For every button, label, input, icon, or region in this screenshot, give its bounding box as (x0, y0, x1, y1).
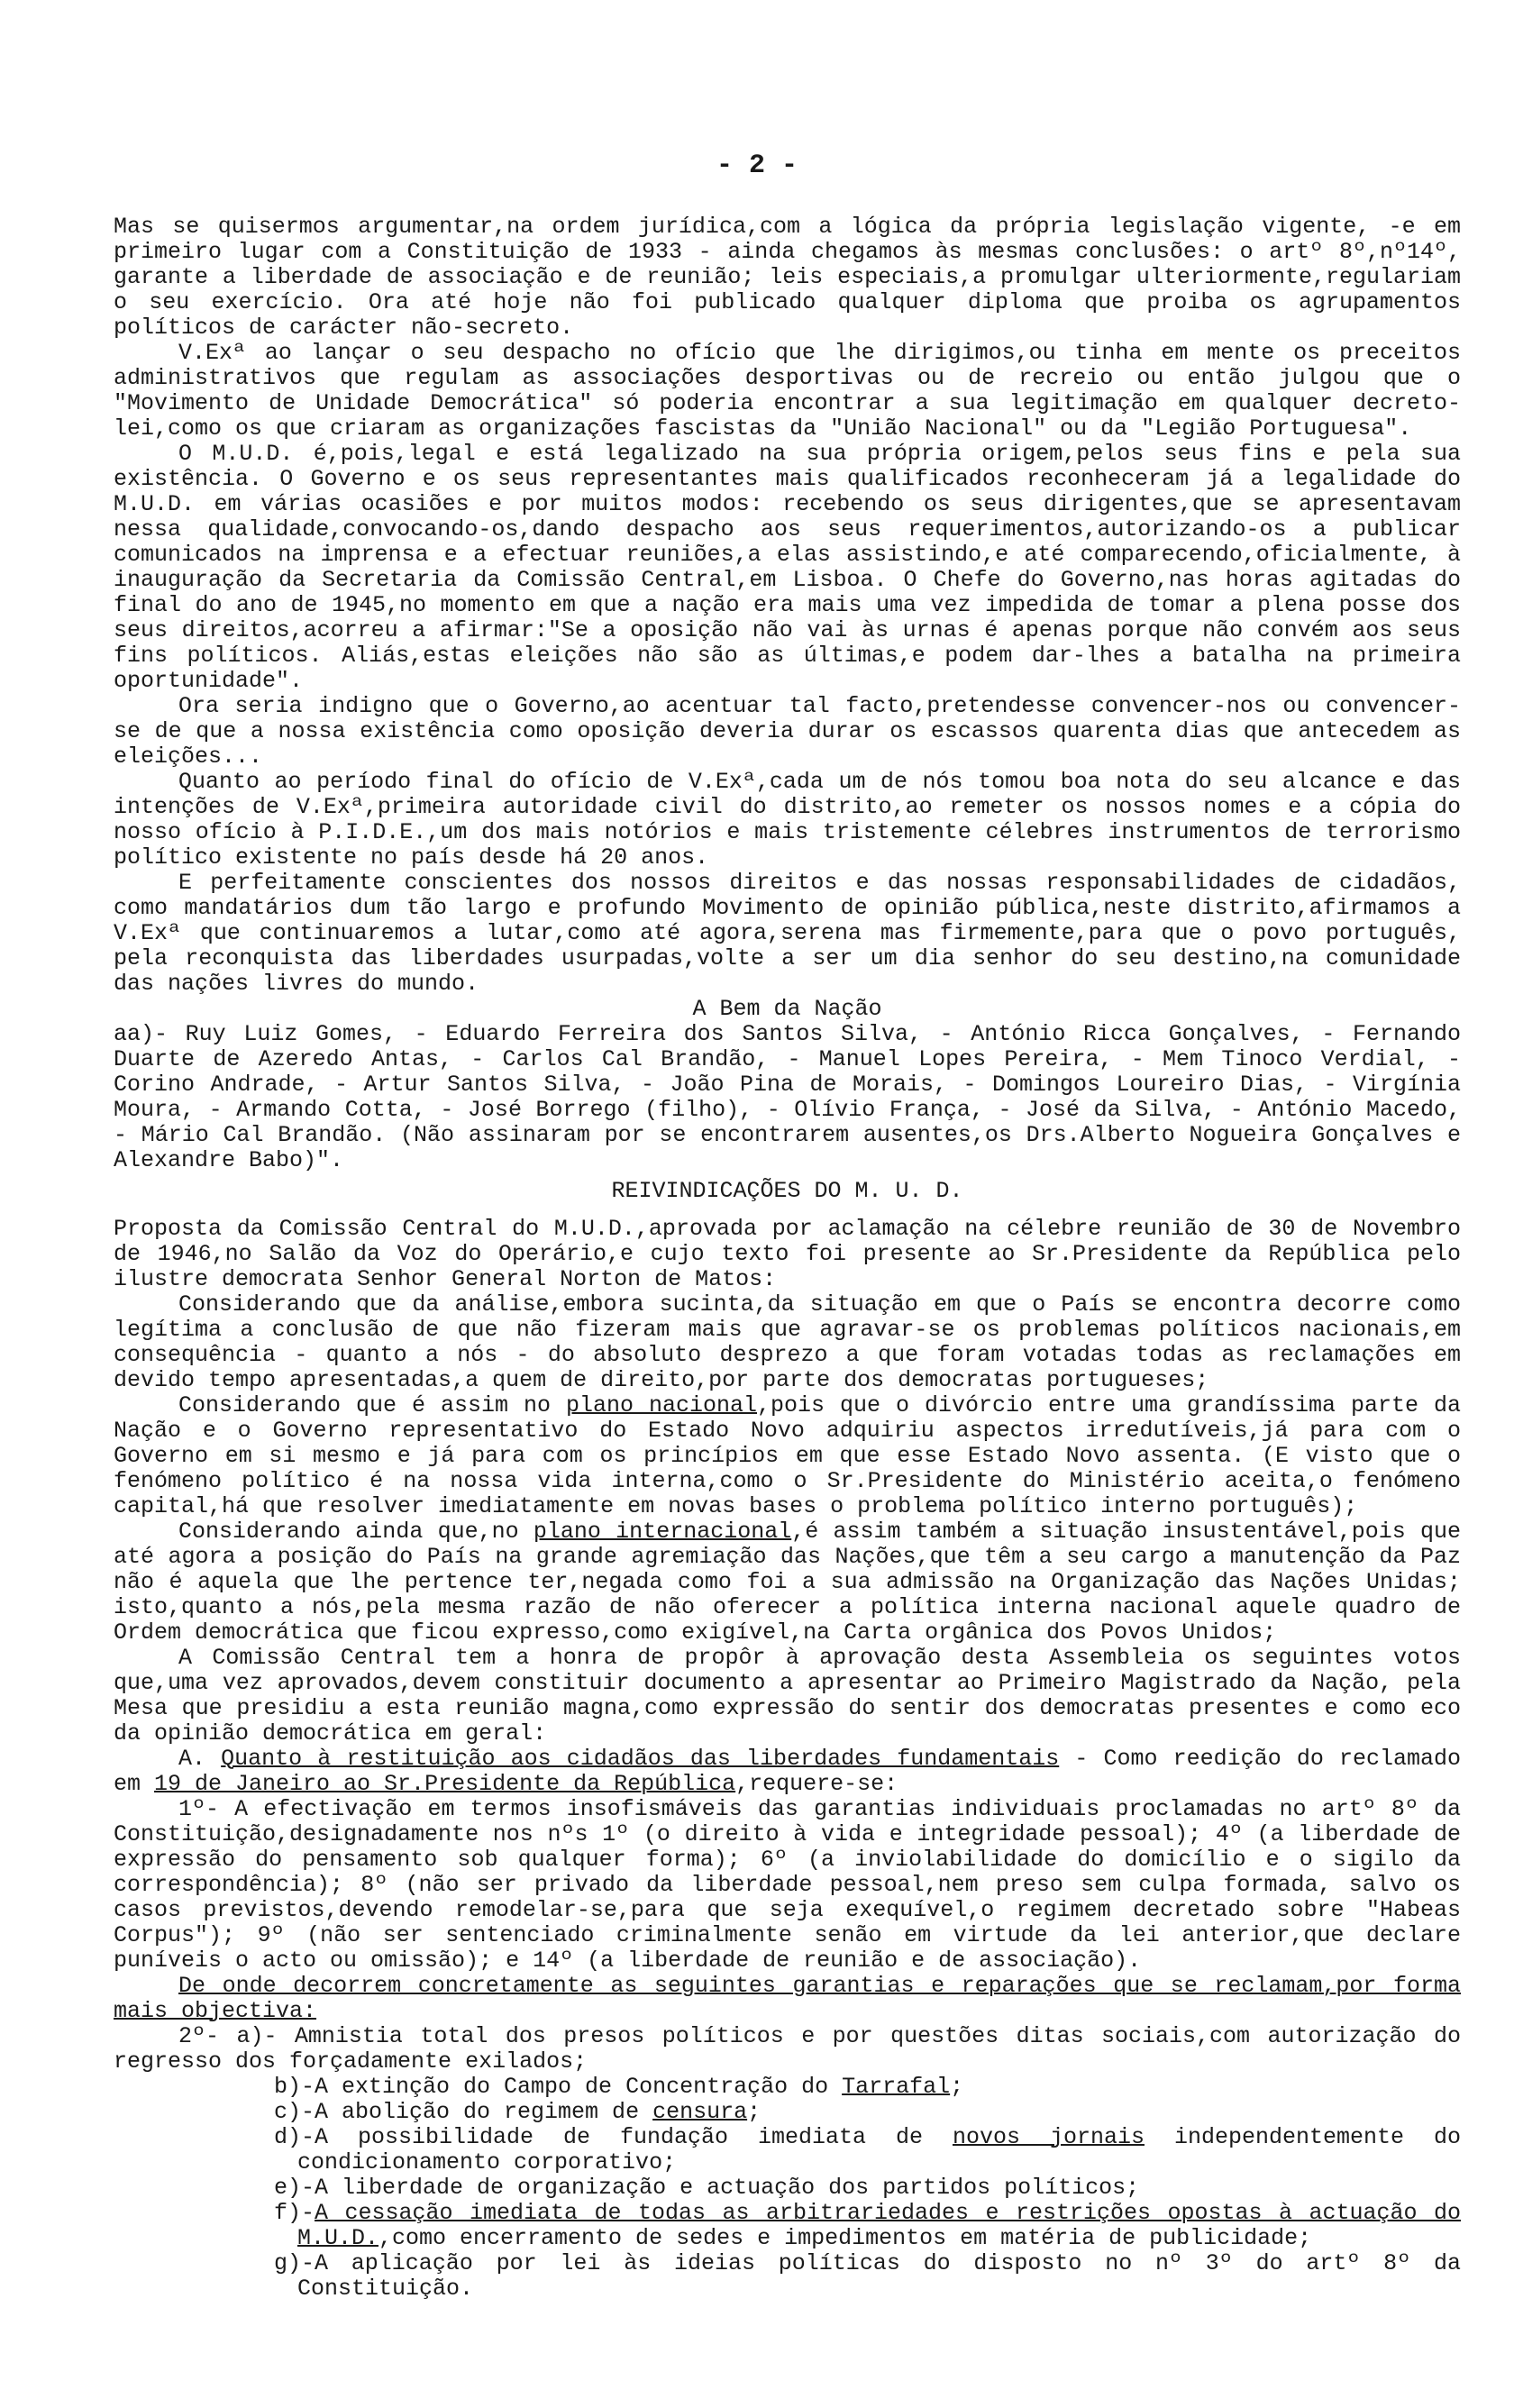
signatures: aa)- Ruy Luiz Gomes, - Eduardo Ferreira dos Santos Silva, - António Ricca Gonçalves, - Fernando Duarte de Azeredo Antas, - Carlos Cal Brandão, - Manuel Lopes Pereira, - Mem Tinoco Verdial, - Corino Andrade, - Artur Santos Silva, - João Pina de Morais, - Domingos Loureiro Dias, - Virgínia Moura, - Armando Cotta, - José Borrego (filho), - Olívio França, - José da Silva, - António Macedo, - Mário Cal Brandão. (Não assinaram por se encontrarem ausentes,os Drs.Alberto Nogueira Gonçalves e Alexandre Babo)". (114, 1021, 1461, 1173)
list-item: c)-A abolição do regimem de censura; (274, 2099, 762, 2125)
underlined-text: De onde decorrem concretamente as seguintes garantias e reparações que se reclamam,por forma mais objectiva: (114, 1973, 1461, 2024)
list-item: 2º- a)- Amnistia total dos presos políticos e por questões ditas sociais,com autorização do regresso dos forçadamente exilados; (114, 2023, 1461, 2075)
document-body (114, 214, 1461, 2302)
considerando: A Comissão Central tem a honra de propôr à aprovação desta Assembleia os seguintes votos que,uma vez aprovados,devem constituir documento a apresentar ao Primeiro Magistrado da Nação, pela Mesa que presidiu a esta reunião magna,como expressão do sentir dos democratas presentes e como eco da opinião democrática em geral: (114, 1645, 1461, 1747)
paragraph: E perfeitamente conscientes dos nossos direitos e das nossas responsabilidades de cidadãos, como mandatários dum tão largo e profundo Movimento de opinião pública,neste distrito,afirmamos a V.Exª que continuaremos a lutar,como até agora,serena mas firmemente,para que o povo português, pela reconquista das liberdades usurpadas,volte a ser um dia senhor do seu destino,na comunidade das nações livres do mundo. (114, 870, 1461, 997)
underlined-text: A cessação imediata de todas as arbitrariedades e restrições opostas à actuação do M.U.D. (297, 2200, 1461, 2251)
considerando: Considerando que é assim no plano nacional,pois que o divórcio entre uma grandíssima parte da Nação e o Governo representativo do Estado Novo adquiriu aspectos irredutíveis,já para com o Governo em si mesmo e já para com os princípios em que esse Estado Novo assenta. (E visto que o fenómeno político é na nossa vida interna,como o Sr.Presidente do Ministério aceita,o fenómeno capital,há que resolver imediatamente em novas bases o problema político interno português); (114, 1392, 1461, 1519)
underlined-text: plano nacional (565, 1392, 758, 1418)
page-number: - 2 - (716, 150, 798, 181)
paragraph: O M.U.D. é,pois,legal e está legalizado na sua própria origem,pelos seus fins e pela sua existência. O Governo e os seus representantes mais qualificados reconheceram já a legalidade do M.U.D. em várias ocasiões e por muitos modos: recebendo os seus dirigentes,que se apresentavam nessa qualidade,convocando-os,dando despacho aos seus requerimentos,autorizando-os a publicar comunicados na imprensa e a efectuar reuniões,a elas assistindo,e até comparecendo,oficialmente, à inauguração da Secretaria da Comissão Central,em Lisboa. O Chefe do Governo,nas horas agitadas do final do ano de 1945,no momento em que a nação era mais uma vez impedida de tomar a plena posse dos seus direitos,acorreu a afirmar:"Se a oposição não vai às urnas é apenas porque não convém aos seus fins políticos. Aliás,estas eleições não são as últimas,e podem dar-lhes a batalha na primeira oportunidade". (114, 441, 1461, 694)
list-item: g)-A aplicação por lei às ideias políticas do disposto no nº 3º do artº 8º da Constituição. (274, 2250, 1461, 2302)
list-item: 1º- A efectivação em termos insofismáveis das garantias individuais proclamadas no artº 8º da Constituição,designadamente nos nºs 1º (o direito à vida e integridade pessoal); 4º (a liberdade de expressão do pensamento sob qualquer forma); 6º (a inviolabilidade do domicílio e o sigilo da correspondência); 8º (não ser privado da liberdade pessoal,nem preso sem culpa formada, salvo os casos previstos,devendo remodelar-se,para que seja exequível,o regimem decretado sobre "Habeas Corpus"); 9º (não ser sentenciado criminalmente senão em virtude da lei anterior,que declare puníveis o acto ou omissão); e 14º (a liberdade de reunião e de associação). (114, 1796, 1461, 1974)
considerando: Considerando ainda que,no plano internacional,é assim também a situação insustentável,pois que até agora a posição do País na grande agremiação das Nações,que têm a seu cargo a manutenção da Paz não é aquela que lhe pertence ter,negada como foi a sua admissão na Organização das Nações Unidas; isto,quanto a nós,pela mesma razão de não oferecer a política interna nacional aquele quadro de Ordem democrática que ficou expresso,como exigível,na Carta orgânica dos Povos Unidos; (114, 1519, 1461, 1646)
paragraph: Quanto ao período final do ofício de V.Exª,cada um de nós tomou boa nota do seu alcance e das intenções de V.Exª,primeira autoridade civil do distrito,ao remeter os nossos nomes e a cópia do nosso ofício à P.I.D.E.,um dos mais notórios e mais tristemente célebres instrumentos de terrorismo político existente no país desde há 20 anos. (114, 769, 1461, 871)
list-item: d)-A possibilidade de fundação imediata de novos jornais independentemente do condicionamento corporativo; (274, 2124, 1461, 2175)
paragraph: Ora seria indigno que o Governo,ao acentuar tal facto,pretendesse convencer-nos ou convencer-se de que a nossa existência como oposição deveria durar os escassos quarenta dias que antecedem as eleições... (114, 693, 1461, 770)
underlined-text: plano internacional (533, 1519, 792, 1545)
underlined-text: censura (652, 2099, 748, 2125)
underlined-text: 19 de Janeiro ao Sr.Presidente da República (154, 1771, 736, 1797)
guarantees-intro (114, 1974, 1461, 2024)
list-item: f)-A cessação imediata de todas as arbitrariedades e restrições opostas à actuação do M.U.D.,como encerramento de sedes e impedimentos em matéria de publicidade; (274, 2200, 1461, 2251)
list-item: e)-A liberdade de organização e actuação dos partidos políticos; (274, 2175, 1140, 2201)
section-a-heading: A. Quanto à restituição aos cidadãos das liberdades fundamentais - Como reedição do reclamado em 19 de Janeiro ao Sr.Presidente da República,requere-se: (114, 1746, 1461, 1797)
proposal-intro: Proposta da Comissão Central do M.U.D.,aprovada por aclamação na célebre reunião de 30 de Novembro de 1946,no Salão da Voz do Operário,e cujo texto foi presente ao Sr.Presidente da República pelo ilustre democrata Senhor General Norton de Matos: (114, 1216, 1461, 1292)
underlined-text: novos jornais (952, 2124, 1145, 2150)
paragraph: V.Exª ao lançar o seu despacho no ofício que lhe dirigimos,ou tinha em mente os preceitos administrativos que regulam as associações desportivas ou de recreio ou então julgou que o "Movimento de Unidade Democrática" só poderia encontrar a sua legitimação em qualquer decreto-lei,como os que criaram as organizações fascistas da "União Nacional" ou da "Legião Portuguesa". (114, 340, 1461, 442)
list-item: b)-A extinção do Campo de Concentração do Tarrafal; (274, 2074, 964, 2100)
considerando: Considerando que da análise,embora sucinta,da situação em que o País se encontra decorre como legítima a conclusão de que não fizeram mais que agravar-se os problemas políticos nacionais,em consequência - quanto a nós - do absoluto desprezo a que foram votadas todas as reclamações em devido tempo apresentadas,a quem de direito,por parte dos democratas portugueses; (114, 1291, 1461, 1393)
underlined-text: Tarrafal (842, 2074, 951, 2100)
underlined-text: Quanto à restituição aos cidadãos das liberdades fundamentais (221, 1746, 1060, 1772)
closing-salutation: A Bem da Nação (692, 996, 882, 1022)
paragraph: Mas se quisermos argumentar,na ordem jurídica,com a lógica da própria legislação vigente, -e em primeiro lugar com a Constituição de 1933 - ainda chegamos às mesmas conclusões: o artº 8º,nº14º, garante a liberdade de associação e de reunião; leis especiais,a promulgar ulteriormente,regulariam o seu exercício. Ora até hoje não foi publicado qualquer diploma que proiba os agrupamentos políticos de carácter não-secreto. (114, 214, 1461, 341)
section-title: REIVINDICAÇÕES DO M. U. D. (611, 1178, 963, 1204)
